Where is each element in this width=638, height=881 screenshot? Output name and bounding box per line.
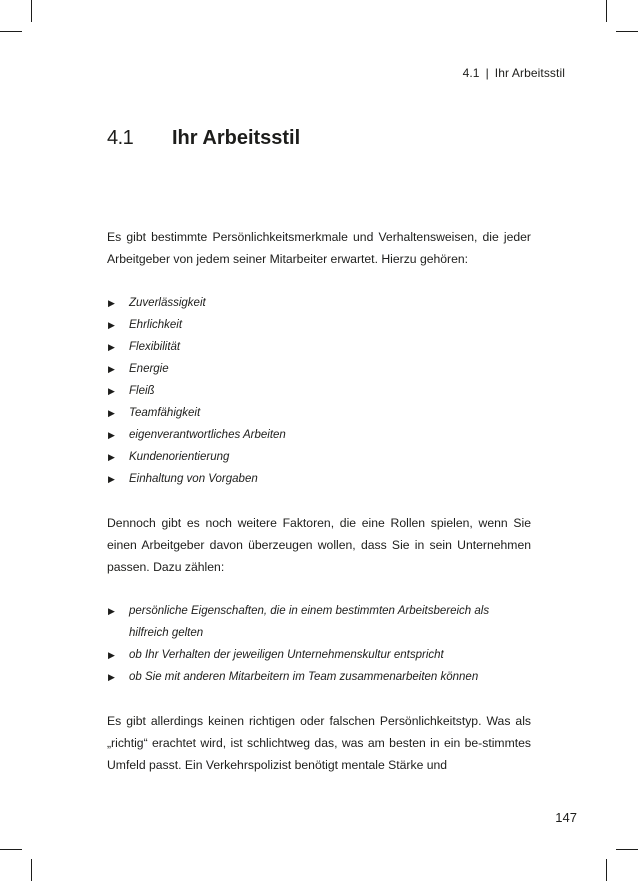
list-item: ▶ persönliche Eigenschaften, die in einem bestimmten Arbeitsbereich als hilfreich gelten: [107, 600, 531, 644]
list-item: ▶ eigenverantwortliches Arbeiten: [107, 424, 531, 446]
body-text: [107, 226, 531, 776]
triangle-right-icon: ▶: [108, 650, 115, 660]
triangle-right-icon: ▶: [108, 606, 115, 616]
crop-mark: [0, 849, 22, 850]
list-item: ▶ Teamfähigkeit: [107, 402, 531, 424]
list-item: ▶ Kundenorientierung: [107, 446, 531, 468]
running-head: [463, 66, 565, 80]
crop-mark: [606, 0, 607, 22]
list-item: ▶ Einhaltung von Vorgaben: [107, 468, 531, 490]
triangle-right-icon: ▶: [108, 672, 115, 682]
list-item: ▶ Zuverlässigkeit: [107, 292, 531, 314]
crop-mark: [616, 849, 638, 850]
chapter-title: Ihr Arbeitsstil: [172, 127, 301, 149]
running-head-title: Ihr Arbeitsstil: [494, 66, 565, 80]
paragraph: Dennoch gibt es noch weitere Faktoren, die eine Rollen spielen, wenn Sie einen Arbeitgeber davon überzeugen wollen, dass Sie in sein Unternehmen passen. Dazu zählen:: [107, 516, 531, 574]
chapter-heading: [107, 127, 567, 150]
triangle-right-icon: ▶: [108, 320, 115, 330]
page-number: 147: [555, 810, 577, 825]
triangle-right-icon: ▶: [108, 298, 115, 308]
list-item: ▶ Ehrlichkeit: [107, 314, 531, 336]
list-item: ▶ Flexibilität: [107, 336, 531, 358]
triangle-right-icon: ▶: [108, 408, 115, 418]
triangle-right-icon: ▶: [108, 452, 115, 462]
chapter-number: 4.1: [107, 127, 134, 149]
crop-mark: [606, 859, 607, 881]
running-head-section: 4.1: [462, 66, 480, 80]
crop-mark: [31, 0, 32, 22]
bullet-list: [107, 600, 531, 688]
list-item: ▶ ob Ihr Verhalten der jeweiligen Unternehmenskultur entspricht: [107, 644, 531, 666]
triangle-right-icon: ▶: [108, 342, 115, 352]
list-item: ▶ ob Sie mit anderen Mitarbeitern im Team zusammenarbeiten können: [107, 666, 531, 688]
bullet-list: [107, 292, 531, 490]
triangle-right-icon: ▶: [108, 474, 115, 484]
crop-mark: [616, 31, 638, 32]
list-item: ▶ Energie: [107, 358, 531, 380]
running-head-separator: |: [485, 66, 489, 80]
paragraph: Es gibt bestimmte Persönlichkeitsmerkmale und Verhaltensweisen, die jeder Arbeitgeber von jedem seiner Mitarbeiter erwartet. Hierzu gehören:: [107, 230, 531, 266]
paragraph: Es gibt allerdings keinen richtigen oder falschen Persönlichkeitstyp. Was als „richtig“ erachtet wird, ist schlichtweg das, was am besten in ein be-stimmtes Umfeld passt. Ein Verkehrspolizist benötigt mentale Stärke und: [107, 714, 531, 772]
crop-mark: [31, 859, 32, 881]
triangle-right-icon: ▶: [108, 430, 115, 440]
triangle-right-icon: ▶: [108, 386, 115, 396]
crop-mark: [0, 31, 22, 32]
list-item: ▶ Fleiß: [107, 380, 531, 402]
triangle-right-icon: ▶: [108, 364, 115, 374]
